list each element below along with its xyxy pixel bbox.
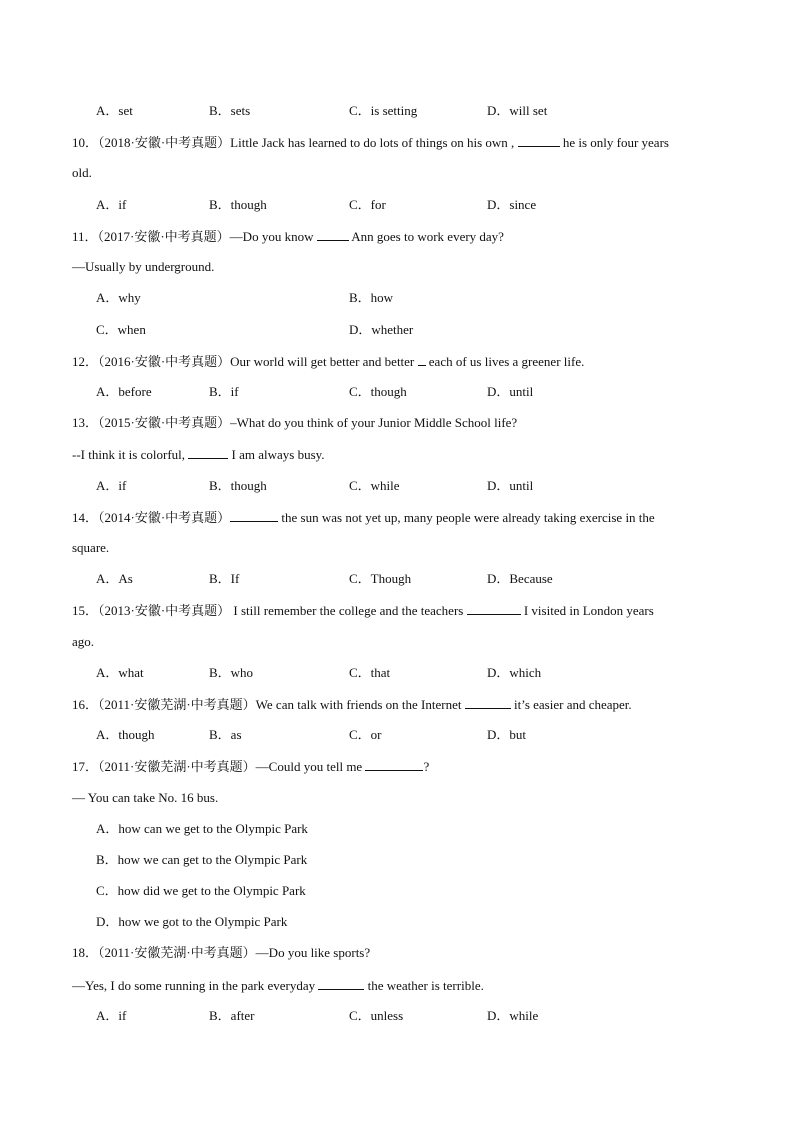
- q18-stem-part2: the weather is terrible.: [367, 978, 484, 993]
- q10-stem-part1: 10．（2018·安徽·中考真题）Little Jack has learned to do lots of things on his own ,: [72, 135, 515, 150]
- q13-stem-line2: [72, 446, 325, 463]
- q12-stem-line1: [72, 353, 584, 370]
- q10-stem-part2: he is only four years: [562, 135, 669, 150]
- q10-option-c: C．for: [349, 197, 386, 212]
- q9-option-a: A．set: [96, 103, 133, 118]
- q15-stem-part1: 15．（2013·安徽·中考真题） I still remember the college and the teachers: [72, 603, 464, 618]
- q10-stem-line2: old.: [72, 165, 92, 180]
- q16-stem-part1: 16．（2011·安徽芜湖·中考真题）We can talk with friends on the Internet: [72, 697, 462, 712]
- q16-blank: [465, 696, 511, 709]
- q16-option-c: C．or: [349, 727, 382, 742]
- q13-stem-line1: 13．（2015·安徽·中考真题）–What do you think of your Junior Middle School life?: [72, 415, 518, 430]
- q17-stem-line2: — You can take No. 16 bus.: [72, 790, 219, 805]
- q14-stem-part2: the sun was not yet up, many people were already taking exercise in the: [281, 510, 655, 525]
- q15-stem-part2: I visited in London years: [523, 603, 654, 618]
- q16-option-a: A．though: [96, 727, 155, 742]
- q11-option-d: D．whether: [349, 322, 414, 337]
- q18-stem-line1: 18．（2011·安徽芜湖·中考真题）—Do you like sports?: [72, 945, 371, 960]
- q12-blank: [418, 353, 426, 366]
- q15-stem-line2: ago.: [72, 634, 95, 649]
- q17-option-c: C．how did we get to the Olympic Park: [96, 883, 306, 898]
- q18-option-a: A．if: [96, 1008, 127, 1023]
- q16-option-d: D．but: [487, 727, 527, 742]
- q12-option-d: D．until: [487, 384, 534, 399]
- q17-option-d: D．how we got to the Olympic Park: [96, 914, 288, 929]
- q13-option-b: B．though: [209, 478, 267, 493]
- q10-stem-line1: [72, 134, 669, 151]
- q13-option-c: C．while: [349, 478, 400, 493]
- q13-stem-part1: --I think it is colorful,: [72, 447, 186, 462]
- q18-blank: [318, 977, 364, 990]
- q12-option-a: A．before: [96, 384, 152, 399]
- q14-option-c: C．Though: [349, 571, 412, 586]
- q9-option-d: D．will set: [487, 103, 548, 118]
- q12-option-c: C．though: [349, 384, 407, 399]
- q15-option-b: B．who: [209, 665, 254, 680]
- q10-option-a: A．if: [96, 197, 127, 212]
- q12-stem-part2: each of us lives a greener life.: [428, 354, 585, 369]
- q13-option-d: D．until: [487, 478, 534, 493]
- q16-option-b: B．as: [209, 727, 242, 742]
- q15-option-d: D．which: [487, 665, 542, 680]
- q13-blank: [188, 446, 228, 459]
- q18-option-c: C．unless: [349, 1008, 404, 1023]
- q14-blank: [230, 509, 278, 522]
- q16-stem-part2: it’s easier and cheaper.: [513, 697, 632, 712]
- q17-stem-part2: ?: [423, 759, 430, 774]
- q18-option-d: D．while: [487, 1008, 539, 1023]
- q12-option-b: B．if: [209, 384, 239, 399]
- q11-option-b: B．how: [349, 290, 394, 305]
- q13-option-a: A．if: [96, 478, 127, 493]
- q12-stem-part1: 12．（2016·安徽·中考真题）Our world will get better and better: [72, 354, 415, 369]
- q14-stem-line1: [72, 509, 655, 526]
- q15-option-c: C．that: [349, 665, 391, 680]
- q11-stem-line1: [72, 228, 504, 245]
- q14-stem-part1: 14．（2014·安徽·中考真题）: [72, 510, 231, 525]
- q11-stem-line2: —Usually by underground.: [72, 259, 215, 274]
- q14-stem-line2: square.: [72, 540, 110, 555]
- q17-stem-part1: 17．（2011·安徽芜湖·中考真题）—Could you tell me: [72, 759, 363, 774]
- q17-stem-line1: [72, 758, 429, 775]
- q9-option-c: C．is setting: [349, 103, 418, 118]
- q11-stem-part2: Ann goes to work every day?: [351, 229, 504, 244]
- q14-option-a: A．As: [96, 571, 133, 586]
- q15-option-a: A．what: [96, 665, 144, 680]
- q11-stem-part1: 11．（2017·安徽·中考真题）—Do you know: [72, 229, 314, 244]
- q14-option-b: B．If: [209, 571, 240, 586]
- q9-option-b: B．sets: [209, 103, 251, 118]
- q13-stem-part2: I am always busy.: [231, 447, 325, 462]
- q10-option-b: B．though: [209, 197, 267, 212]
- q14-option-d: D．Because: [487, 571, 553, 586]
- q15-blank: [467, 602, 521, 615]
- q18-option-b: B．after: [209, 1008, 255, 1023]
- q10-option-d: D．since: [487, 197, 537, 212]
- q18-stem-part1: —Yes, I do some running in the park everyday: [72, 978, 316, 993]
- q11-option-c: C．when: [96, 322, 146, 337]
- q17-option-b: B．how we can get to the Olympic Park: [96, 852, 308, 867]
- q15-stem-line1: [72, 602, 654, 619]
- q11-blank: [317, 228, 349, 241]
- q17-blank: [365, 758, 423, 771]
- q18-stem-line2: [72, 977, 484, 994]
- q11-option-a: A．why: [96, 290, 141, 305]
- q17-option-a: A．how can we get to the Olympic Park: [96, 821, 308, 836]
- q10-blank: [518, 134, 560, 147]
- q16-stem-line1: [72, 696, 632, 713]
